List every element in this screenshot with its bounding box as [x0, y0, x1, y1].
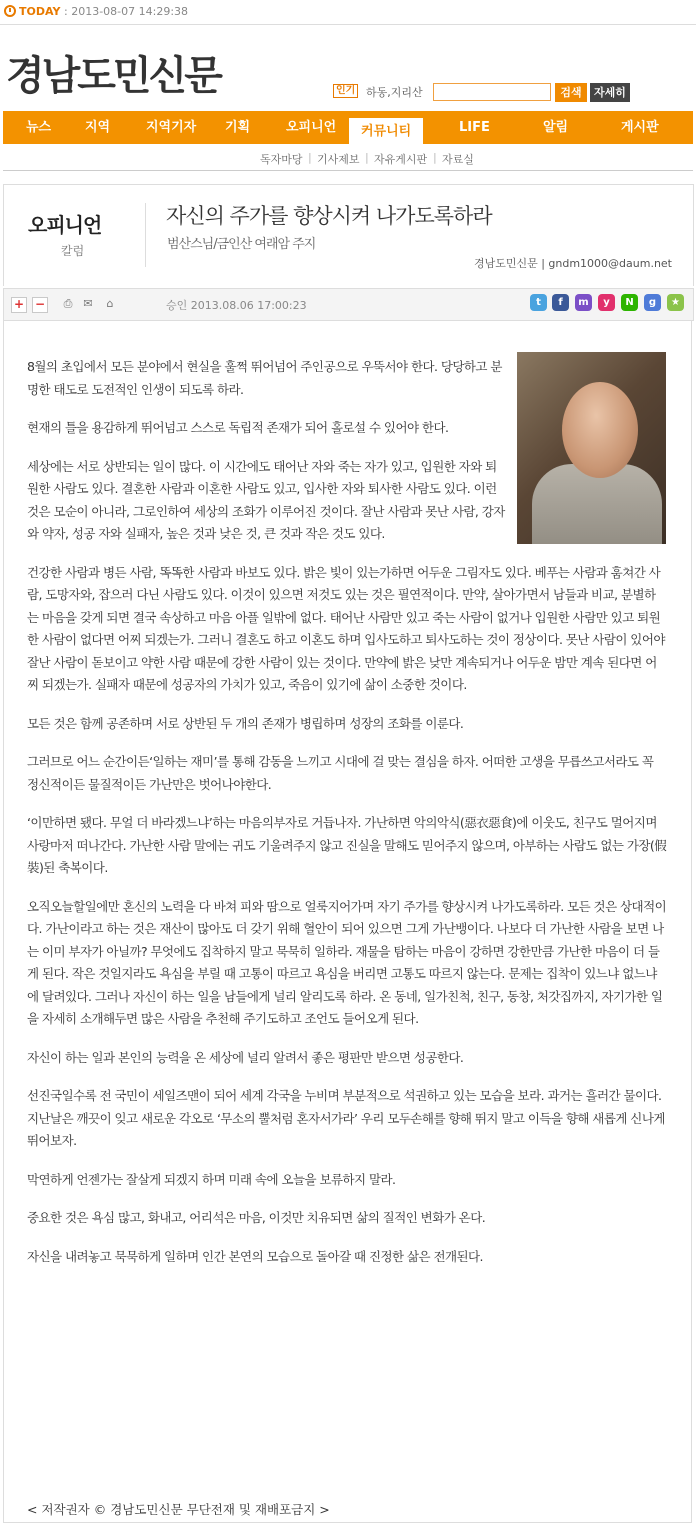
sub-nav	[3, 144, 693, 171]
article-paragraph: 자신을 내려놓고 묵묵하게 일하며 인간 본연의 모습으로 돌아갈 때 진정한 삶은 전개된다.	[27, 1248, 483, 1264]
nav-item-life[interactable]: LIFE	[459, 120, 490, 135]
popular-badge: 인기	[333, 84, 358, 98]
copyright-notice: < 저작권자 © 경남도민신문 무단전재 및 재배포금지 >	[27, 1502, 330, 1517]
email-icon[interactable]: ✉	[83, 297, 93, 310]
section-subcategory: 칼럼	[61, 244, 85, 258]
article-paragraph: 중요한 것은 욕심 많고, 화내고, 어리석은 마음, 이것만 치유되면 삶의 질적인 변화가 온다.	[27, 1210, 486, 1225]
google-icon[interactable]: g	[644, 294, 661, 311]
article-paragraph: 선진국일수록 전 국민이 세일즈맨이 되어 세계 각국을 누비며 부분적으로 석권하고 있는 모습을 보라. 과거는 흘러간 물이다. 지난날은 깨끗이 잊고 새로운 각오로 ‘무소의 뿔처럼 혼자서가라’ 우리 모두손해를 향해 뛰지 말고 이득을 향해 새롭게 신나게 뛰어보자.	[27, 1088, 665, 1148]
search-button[interactable]: 검색	[555, 83, 587, 102]
scrap-icon[interactable]: ⌂	[106, 297, 114, 310]
font-increase-icon[interactable]: +	[11, 297, 27, 313]
header-divider	[145, 203, 146, 267]
approved-timestamp: 승인 2013.08.06 17:00:23	[166, 299, 307, 312]
nav-item-community[interactable]: 커뮤니티	[349, 116, 423, 149]
font-decrease-icon[interactable]: −	[32, 297, 48, 313]
top-bar	[0, 0, 696, 25]
facebook-icon[interactable]: f	[552, 294, 569, 311]
article-body	[27, 356, 667, 1284]
nav-item-notice[interactable]: 알림	[543, 120, 569, 135]
article-paragraph: ‘이만하면 됐다. 무얼 더 바라겠느냐’하는 마음의부자로 거듭나자. 가난하면 악의악식(惡衣惡食)에 이웃도, 친구도 멀어지며 사랑마저 떠나간다. 가난한 사람 말에는 귀도 기울려주지 않고 진실을 말해도 믿어주지 않으며, 아부하는 사람도 없는 가장(假裝)된 축복이다.	[27, 815, 667, 875]
popular-keywords[interactable]: 하동,지리산	[366, 86, 423, 99]
me2day-icon[interactable]: m	[575, 294, 592, 311]
nav-item-region[interactable]: 지역	[85, 120, 111, 135]
subnav-item-archive[interactable]: 자료실	[442, 153, 474, 166]
today-label: TODAY	[19, 5, 61, 18]
main-nav	[3, 111, 693, 144]
subnav-divider: |	[308, 151, 312, 164]
article-paragraph: 현재의 틀을 용감하게 뛰어넘고 스스로 독립적 존재가 되어 홀로설 수 있어야 한다.	[27, 420, 449, 435]
article-paragraph: 오직오늘할일에만 혼신의 노력을 다 바쳐 피와 땀으로 얼룩지어가며 자기 주가를 향상시켜 나가도록하라. 모든 것은 상대적이다. 가난이라고 하는 것은 재산이 많아도 더 갖기 위해 혈안이 되어 있으면 그게 가난뱅이다. 나보다 더 가난한 사람을 보면 나는 이미 부자가 아닐까? 무엇에도 집착하지 말고 묵묵히 일하라. 재물을 탐하는 마음이 강하면 강한만큼 가난한 마음이 더 들게 된다. 작은 것일지라도 욕심을 부릴 때 고통이 따르고 욕심을 버리면 고통도 따르지 않는다. 문제는 집착이 있느냐 없느냐에 달려있다. 그러나 자신이 하는 일을 남들에게 널리 알리도록 하라. 온 동네, 일가친척, 친구, 동창, 처갓집까지, 자기가한 일을 자세히 소개해두면 많은 사람을 추천해 주기도하고 조언도 들어오게 된다.	[27, 898, 667, 1026]
section-name: 오피니언	[28, 213, 102, 237]
detail-search-button[interactable]: 자세히	[590, 83, 630, 102]
article-paragraph: 자신이 하는 일과 본인의 능력을 온 세상에 널리 알려서 좋은 평판만 받으면 성공한다.	[27, 1049, 464, 1065]
nav-item-opinion[interactable]: 오피니언	[286, 120, 337, 135]
subnav-item-tip[interactable]: 기사제보	[317, 153, 360, 166]
article-paragraph: 건강한 사람과 병든 사람, 똑똑한 사람과 바보도 있다. 밝은 빛이 있는가하면 어두운 그림자도 있다. 베푸는 사람과 훔쳐간 사람, 도망자와, 잡으러 다닌 사람도 있다. 이것이 있으면 저것도 있는 것은 필연적이다. 만약, 살아가면서 남들과 비교, 분별하는 마음을 갖게 되면 결국 속상하고 마음 아플 일밖에 없다. 태어난 사람만 있고 죽는 사람이 없거나 입원한 사람만 있고 퇴원한 사람이 없다면 어찌 되겠는가. 그러니 결혼도 하고 이혼도 하며 입사도하고 퇴사도하는 것이 정상이다. 못난 사람이 있어야 잘난 사람이 돋보이고 약한 사람 때문에 강한 사람이 있는 것이다. 만약에 밝은 낮만 계속되거나 어두운 밤만 계속 된다면 어찌 되겠는가. 실패자 때문에 성공자의 가치가 있고, 죽음이 있기에 삶이 소중한 것이다.	[27, 564, 665, 692]
clock-icon	[4, 5, 16, 17]
bookmark-icon[interactable]: ★	[667, 294, 684, 311]
site-logo[interactable]: 경남도민신문	[6, 53, 220, 99]
subnav-divider: |	[365, 151, 369, 164]
article-paragraph: 막연하게 언젠가는 잘살게 되겠지 하며 미래 속에 오늘을 보류하지 말라.	[27, 1171, 396, 1187]
subnav-divider: |	[433, 151, 437, 164]
current-datetime: : 2013-08-07 14:29:38	[64, 5, 189, 18]
yozm-icon[interactable]: y	[598, 294, 615, 311]
subnav-item-free-board[interactable]: 자유게시판	[374, 153, 428, 166]
article-paragraph: 그러므로 어느 순간이든‘일하는 재미’를 통해 감동을 느끼고 시대에 걸 맞는 결심을 하자. 어떠한 고생을 무릅쓰고서라도 꼭 정신적이든 물질적이든 가난만은 벗어나야한다.	[27, 754, 654, 792]
nav-item-board[interactable]: 게시판	[621, 120, 659, 135]
nav-item-feature[interactable]: 기획	[225, 120, 251, 135]
article-source: 경남도민신문 | gndm1000@daum.net	[473, 257, 672, 270]
nav-item-local-reporter[interactable]: 지역기자	[146, 120, 197, 135]
article-byline: 범산스님/금인산 여래암 주지	[167, 237, 316, 252]
photo-spacer	[507, 456, 667, 526]
article-paragraph: 8월의 초입에서 모든 분야에서 현실을 훌쩍 뛰어넘어 주인공으로 우뚝서야 한다. 당당하고 분명한 태도로 도전적인 인생이 되도록 하라.	[27, 359, 502, 397]
print-icon[interactable]: ⎙	[63, 297, 73, 310]
article-title: 자신의 주가를 향상시켜 나가도록하라	[166, 204, 492, 228]
subnav-item-reader[interactable]: 독자마당	[260, 153, 303, 166]
naver-icon[interactable]: N	[621, 294, 638, 311]
search-input[interactable]	[433, 83, 551, 101]
article-paragraph: 세상에는 서로 상반되는 일이 많다. 이 시간에도 태어난 자와 죽는 자가 있고, 입원한 자와 퇴원한 사람도 있다. 결혼한 사람과 이혼한 사람도 있고, 입사한 자와 퇴사한 사람도 있다. 이런 것은 모순이 아니라, 그로인하여 세상의 조화가 이루어진 것이다. 잘난 사람과 못난 사람, 강자와 약자, 성공 자와 실패자, 높은 것과 낮은 것, 큰 것과 작은 것도 있다.	[27, 456, 667, 546]
article-paragraph: 모든 것은 함께 공존하며 서로 상반된 두 개의 존재가 병립하며 성장의 조화를 이룬다.	[27, 715, 464, 731]
nav-item-news[interactable]: 뉴스	[26, 120, 52, 135]
twitter-icon[interactable]: t	[530, 294, 547, 311]
